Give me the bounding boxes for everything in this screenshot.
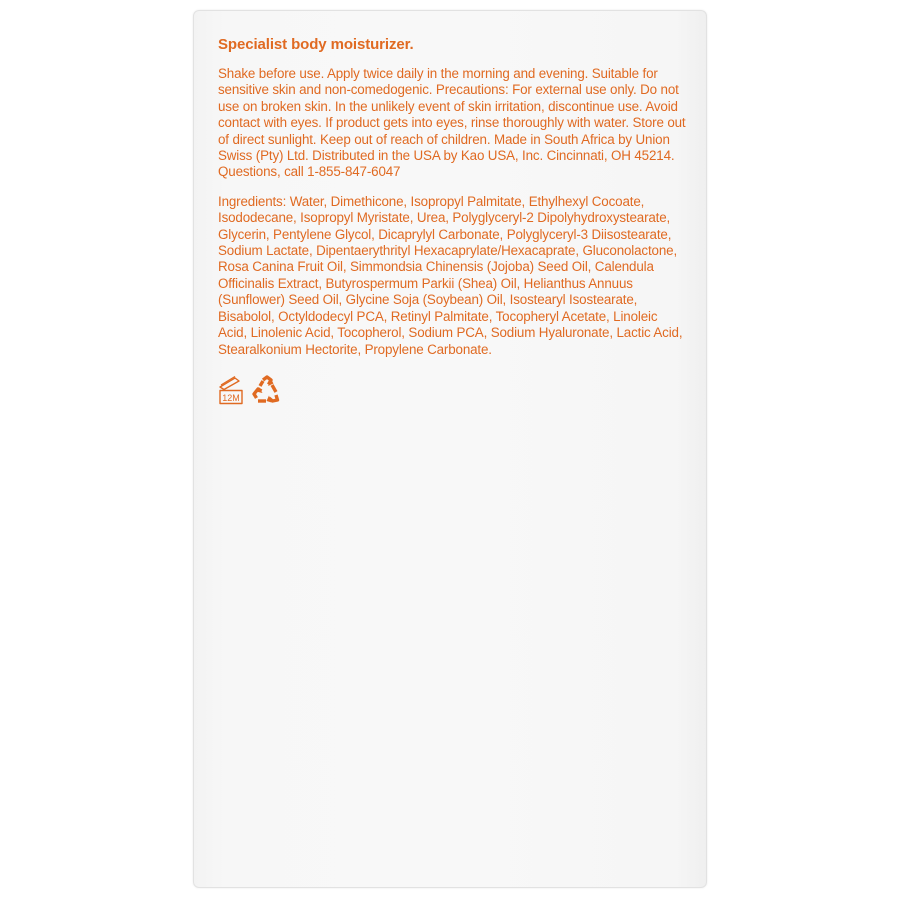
- ingredients-list: Ingredients: Water, Dimethicone, Isopropyl Palmitate, Ethylhexyl Cocoate, Isododecane, Isopropyl Myristate, Urea, Polyglyceryl-2 Dipolyhydroxystearate, Glycerin, Pentylene Glycol, Dicaprylyl Carbonate, Polyglyceryl-3 Diisostearate, Sodium Lactate, Dipentaerythrityl Hexacaprylate/Hexacaprate, Gluconolactone, Rosa Canina Fruit Oil, Simmondsia Chinensis (Jojoba) Seed Oil, Calendula Officinalis Extract, Butyrospermum Parkii (Shea) Oil, Helianthus Annuus (Sunflower) Seed Oil, Glycine Soja (Soybean) Oil, Isostearyl Isostearate, Bisabolol, Octyldodecyl PCA, Retinyl Palmitate, Tocopheryl Acetate, Linoleic Acid, Linolenic Acid, Tocopherol, Sodium PCA, Sodium Hyaluronate, Lactic Acid, Stearalkonium Hectorite, Propylene Carbonate.: [218, 193, 683, 357]
- questions-contact: Questions, call 1-855-847-6047: [218, 164, 401, 180]
- package-back-panel: [193, 10, 707, 888]
- product-heading: Specialist body moisturizer.: [218, 36, 414, 53]
- open-jar-icon: [218, 375, 244, 405]
- directions-text: Shake before use. Apply twice daily in the morning and evening. Suitable for sensitive skin and non-comedogenic. Precautions: For external use only. Do not use on broken skin. In the unlikely event of skin irritation, discontinue use. Avoid contact with eyes. If product gets into eyes, rinse thoroughly with water. Store out of direct sunlight. Keep out of reach of children. Made in South Africa by Union Swiss (Pty) Ltd. Distributed in the USA by Kao USA, Inc. Cincinnati, OH 45214.: [218, 66, 686, 164]
- pao-label: 12M: [222, 392, 240, 403]
- packaging-symbols: [218, 371, 688, 405]
- recycle-icon: [252, 375, 282, 405]
- label-text-block: [218, 36, 688, 405]
